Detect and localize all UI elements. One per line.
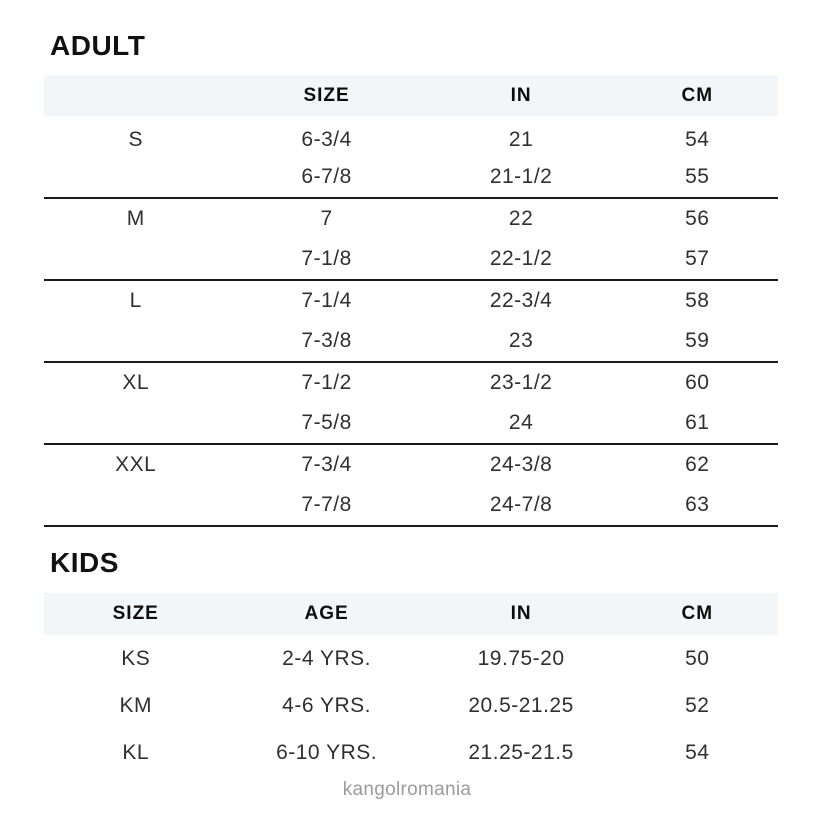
in-cell: 19.75-20 <box>477 646 565 670</box>
adult-col-header-blank <box>44 75 228 116</box>
size-cell: 7-3/8 <box>301 329 352 352</box>
adult-col-header-in: IN <box>510 84 532 106</box>
size-group-label: S <box>128 127 143 151</box>
kids-size-table <box>44 593 778 776</box>
cm-cell: 59 <box>685 329 710 352</box>
in-cell: 23-1/2 <box>489 371 553 394</box>
cm-cell: 61 <box>685 411 710 434</box>
size-cell: 7-1/2 <box>301 371 352 394</box>
age-cell: 4-6 YRS. <box>282 693 371 717</box>
empty-cell <box>44 485 228 526</box>
cm-cell: 62 <box>685 453 710 476</box>
in-cell: 22-3/4 <box>489 289 553 312</box>
empty-cell <box>44 239 228 280</box>
adult-section-title: ADULT <box>50 30 146 61</box>
in-cell: 21 <box>508 127 534 151</box>
adult-size-group-xl <box>44 362 778 444</box>
table-row <box>44 635 778 682</box>
in-cell: 20.5-21.25 <box>468 693 574 717</box>
size-group-label: KM <box>119 693 152 717</box>
cm-cell: 57 <box>685 247 710 270</box>
cm-cell: 54 <box>685 127 710 151</box>
size-cell: 7 <box>320 207 333 230</box>
kids-header-row <box>44 593 778 635</box>
table-row <box>44 485 778 526</box>
size-group-label: M <box>126 207 145 230</box>
watermark-text: kangolromania <box>342 779 472 800</box>
cm-cell: 55 <box>685 165 710 188</box>
in-cell: 24 <box>508 411 534 434</box>
kids-col-header-size: SIZE <box>112 603 159 624</box>
size-cell: 6-7/8 <box>301 165 352 188</box>
kids-col-header-in: IN <box>510 603 532 624</box>
adult-col-header-size: SIZE <box>303 84 350 106</box>
table-row <box>44 403 778 444</box>
adult-size-group-xxl <box>44 444 778 526</box>
in-cell: 24-7/8 <box>489 493 553 516</box>
size-cell: 7-3/4 <box>301 453 352 476</box>
cm-cell: 52 <box>685 693 710 717</box>
empty-cell <box>44 321 228 362</box>
cm-cell: 58 <box>685 289 710 312</box>
adult-size-table <box>44 75 778 527</box>
in-cell: 23 <box>508 329 534 352</box>
size-group-label: KS <box>121 646 151 670</box>
cm-cell: 60 <box>685 371 710 394</box>
size-group-label: L <box>129 289 142 312</box>
size-group-label: XL <box>122 371 150 394</box>
in-cell: 21.25-21.5 <box>468 740 574 764</box>
adult-col-header-cm: CM <box>681 84 714 106</box>
adult-size-group-l <box>44 280 778 362</box>
kids-section-title: KIDS <box>50 547 119 578</box>
cm-cell: 63 <box>685 493 710 516</box>
in-cell: 21-1/2 <box>489 165 553 188</box>
size-cell: 7-1/4 <box>301 289 352 312</box>
empty-cell <box>44 157 228 198</box>
size-cell: 7-1/8 <box>301 247 352 270</box>
adult-size-group-s <box>44 116 778 198</box>
size-group-label: KL <box>122 740 150 764</box>
table-row <box>44 362 778 403</box>
kids-table-header <box>44 593 778 635</box>
table-row <box>44 729 778 776</box>
adult-table-header <box>44 75 778 116</box>
in-cell: 22-1/2 <box>489 247 553 270</box>
kids-table-body <box>44 635 778 776</box>
table-row <box>44 157 778 198</box>
table-row <box>44 321 778 362</box>
table-row <box>44 280 778 321</box>
table-row <box>44 116 778 157</box>
cm-cell: 56 <box>685 207 710 230</box>
size-group-label: XXL <box>115 453 157 476</box>
table-row <box>44 444 778 485</box>
table-row <box>44 239 778 280</box>
table-row <box>44 198 778 239</box>
age-cell: 2-4 YRS. <box>282 646 371 670</box>
table-row <box>44 682 778 729</box>
kids-col-header-cm: CM <box>681 603 714 624</box>
cm-cell: 50 <box>685 646 710 670</box>
size-cell: 7-5/8 <box>301 411 352 434</box>
age-cell: 6-10 YRS. <box>276 740 378 764</box>
empty-cell <box>44 403 228 444</box>
adult-size-group-m <box>44 198 778 280</box>
adult-header-row <box>44 75 778 116</box>
size-cell: 7-7/8 <box>301 493 352 516</box>
kids-col-header-age: AGE <box>304 603 349 624</box>
in-cell: 24-3/8 <box>489 453 553 476</box>
size-cell: 6-3/4 <box>301 127 352 151</box>
cm-cell: 54 <box>685 740 710 764</box>
in-cell: 22 <box>508 207 534 230</box>
